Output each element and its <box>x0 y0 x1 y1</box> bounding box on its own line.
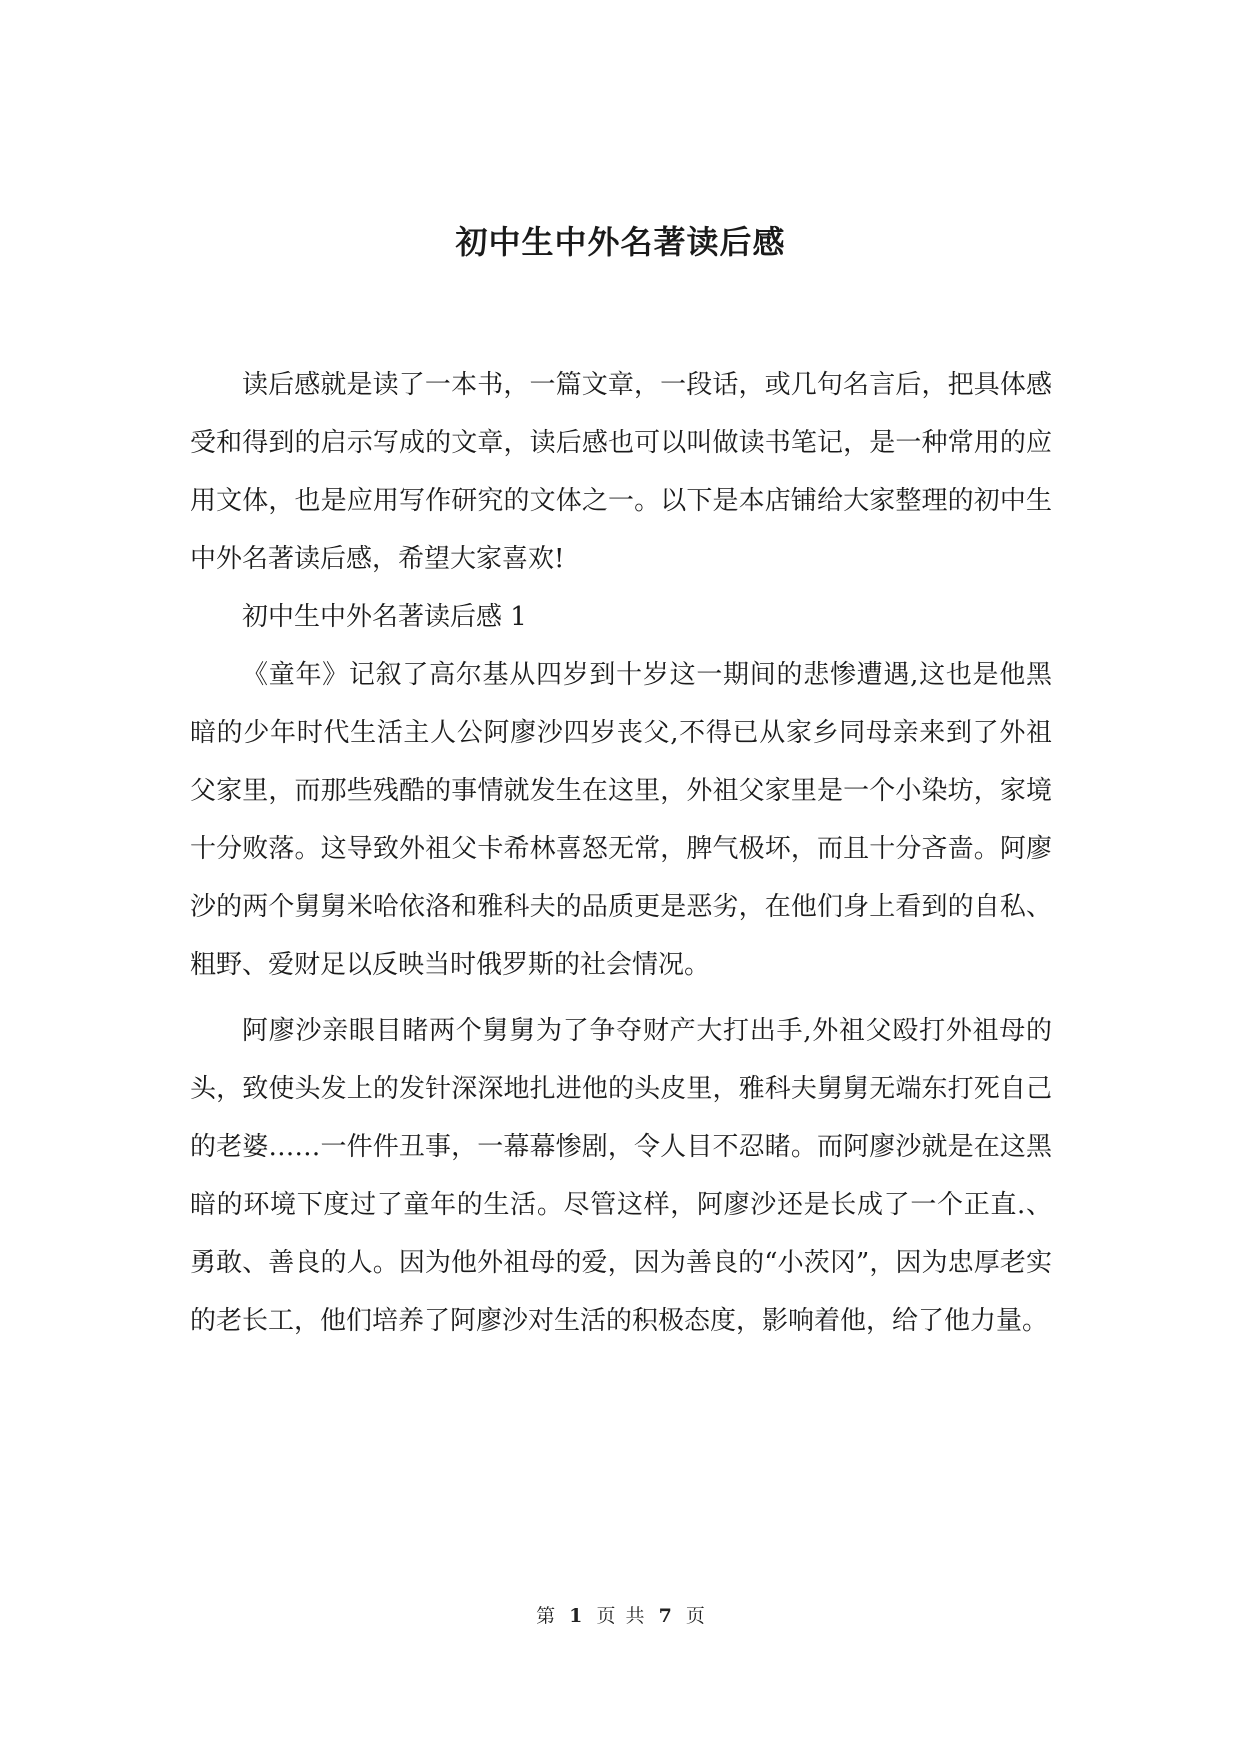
section-heading: 初中生中外名著读后感 1 <box>242 602 527 632</box>
paragraph-spacer <box>190 994 1052 1002</box>
body-paragraph-1: 《童年》记叙了高尔基从四岁到十岁这一期间的悲惨遭遇,这也是他黑暗的少年时代生活主人公阿廖沙四岁丧父,不得已从家乡同母亲来到了外祖父家里，而那些残酷的事情就发生在这里，外祖父家里是一个小染坊，家境十分败落。这导致外祖父卡希林喜怒无常，脾气极坏，而且十分吝啬。阿廖沙的两个舅舅米哈依洛和雅科夫的品质更是恶劣，在他们身上看到的自私、粗野、爱财足以反映当时俄罗斯的社会情况。 <box>190 660 1052 980</box>
intro-paragraph: 读后感就是读了一本书，一篇文章，一段话，或几句名言后，把具体感受和得到的启示写成的文章，读后感也可以叫做读书笔记，是一种常用的应用文体，也是应用写作研究的文体之一。以下是本店铺给大家整理的初中生中外名著读后感，希望大家喜欢! <box>190 370 1052 574</box>
footer-page-word: 页 <box>596 1605 616 1627</box>
footer-prefix: 第 <box>536 1605 556 1627</box>
footer-total-prefix: 共 <box>625 1605 645 1627</box>
footer-suffix: 页 <box>685 1605 705 1627</box>
total-pages-number: 7 <box>658 1605 672 1627</box>
document-body <box>190 356 1052 1350</box>
body-paragraph-2: 阿廖沙亲眼目睹两个舅舅为了争夺财产大打出手,外祖父殴打外祖母的头，致使头发上的发针深深地扎进他的头皮里，雅科夫舅舅无端东打死自己的老婆……一件件丑事，一幕幕惨剧，令人目不忍睹。而阿廖沙就是在这黑暗的环境下度过了童年的生活。尽管这样，阿廖沙还是长成了一个正直.、勇敢、善良的人。因为他外祖母的爱，因为善良的“小茨冈”，因为忠厚老实的老长工，他们培养了阿廖沙对生活的积极态度，影响着他，给了他力量。 <box>190 1016 1052 1336</box>
page-footer <box>0 1604 1241 1628</box>
document-title: 初中生中外名著读后感 <box>455 223 786 261</box>
current-page-number: 1 <box>569 1605 583 1627</box>
